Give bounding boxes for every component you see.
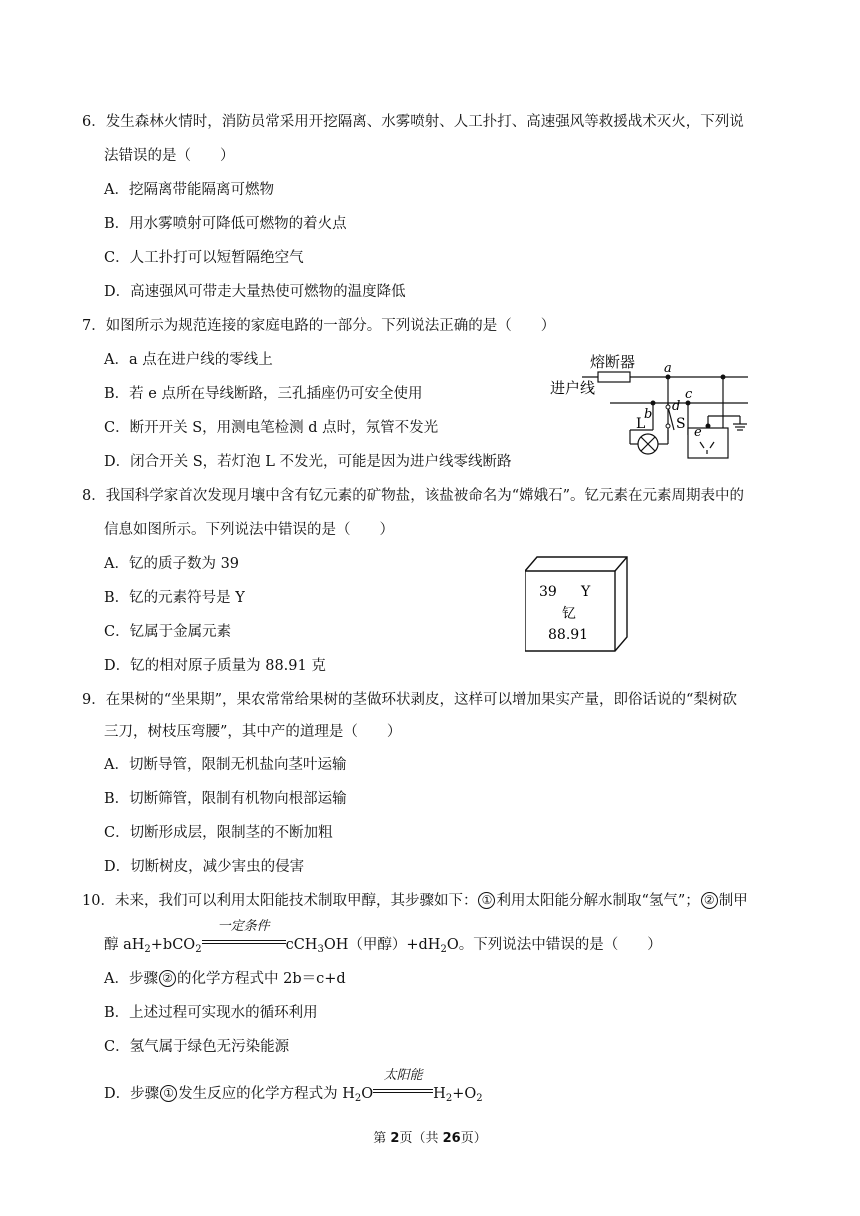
element-symbol: Y — [581, 584, 591, 600]
element-mass: 88.91 — [548, 627, 589, 643]
point-d-label: d — [672, 399, 681, 414]
point-e-label: e — [694, 425, 702, 440]
solar-condition-arrow: 太阳能 — [373, 1082, 433, 1102]
q9-stem-line2: 三刀，树枝压弯腰”，其中产的道理是（ ） — [104, 724, 402, 740]
element-name: 钇 — [562, 606, 576, 622]
household-circuit-diagram — [548, 350, 758, 465]
reaction-condition-arrow: 一定条件 — [202, 933, 286, 953]
point-b-label: b — [644, 407, 653, 422]
fuse-label: 熔断器 — [590, 353, 636, 371]
q10-stem-line1: 10．未来，我们可以利用太阳能技术制取甲醇，其步骤如下： ① 利用太阳能分解水制取“氢气”； ② 制甲 — [82, 893, 748, 909]
q8-option-a: A．钇的质子数为 39 — [104, 556, 240, 572]
q8-option-d: D．钇的相对原子质量为 88.91 克 — [104, 658, 326, 674]
q10-option-d: D．步骤 ① 发生反应的化学方程式为 $H_2O$ 太阳能 $H_2+O_2$ — [104, 1068, 483, 1104]
q10-equation-line: 醇 $aH_2+bCO_2$ 一定条件 cCH$_3$OH（甲醇）$+dH_2O$。下列说法中错误的是（ ） — [104, 919, 662, 955]
q8-option-b: B．钇的元素符号是 Y — [104, 590, 245, 606]
q7-option-c: C．断开开关 S，用测电笔检测 d 点时，氖管不发光 — [104, 420, 439, 436]
q10-option-a: A．步骤 ② 的化学方程式中 2b＝c+d — [104, 971, 346, 987]
step2-marker: ② — [701, 892, 718, 909]
point-c-label: c — [685, 387, 693, 402]
q9-option-a: A．切断导管，限制无机盐向茎叶运输 — [104, 757, 347, 773]
q7-option-d: D．闭合开关 S，若灯泡 L 不发光，可能是因为进户线零线断路 — [104, 454, 512, 470]
page-total: 26 — [442, 1131, 461, 1146]
inlet-label: 进户线 — [550, 379, 596, 397]
q7-stem-line1: 7．如图所示为规范连接的家庭电路的一部分。下列说法正确的是（ ） — [82, 318, 556, 334]
q6-option-a: A．挖隔离带能隔离可燃物 — [104, 182, 274, 198]
q9-option-d: D．切断树皮，减少害虫的侵害 — [104, 859, 305, 875]
q9-stem-line1: 9．在果树的“坐果期”，果农常常给果树的茎做环状剥皮，这样可以增加果实产量，即俗话说的“梨树砍 — [82, 692, 737, 708]
q6-stem-line1: 6．发生森林火情时，消防员常采用开挖隔离、水雾喷射、人工扑打、高速强风等救援战术灭火，下列说 — [82, 114, 744, 130]
element-yttrium-card — [525, 555, 630, 655]
q10-option-b: B．上述过程可实现水的循环利用 — [104, 1005, 318, 1021]
q9-option-c: C．切断形成层，限制茎的不断加粗 — [104, 825, 333, 841]
fuse-symbol — [598, 372, 630, 382]
q8-option-c: C．钇属于金属元素 — [104, 624, 232, 640]
q6-option-b: B．用水雾喷射可降低可燃物的着火点 — [104, 216, 347, 232]
point-a-label: a — [664, 361, 672, 376]
q6-stem-line2: 法错误的是（ ） — [104, 148, 235, 164]
switch-s-label: S — [676, 416, 686, 432]
q10-option-c: C．氢气属于绿色无污染能源 — [104, 1039, 290, 1055]
page-footer: 第 2页（共 26页） — [373, 1131, 487, 1146]
q7-option-b: B．若 e 点所在导线断路，三孔插座仍可安全使用 — [104, 386, 423, 402]
element-number: 39 — [539, 584, 557, 600]
step1-marker: ① — [478, 892, 495, 909]
q8-stem-line2: 信息如图所示。下列说法中错误的是（ ） — [104, 522, 394, 538]
page-number: 2 — [390, 1131, 400, 1146]
lamp-l-label: L — [636, 416, 646, 432]
q9-option-b: B．切断筛管，限制有机物向根部运输 — [104, 791, 347, 807]
q6-option-d: D．高速强风可带走大量热使可燃物的温度降低 — [104, 284, 406, 300]
q8-stem-line1: 8．我国科学家首次发现月壤中含有钇元素的矿物盐，该盐被命名为“嫦娥石”。钇元素在元素周期表中的 — [82, 488, 745, 504]
q7-option-a: A．a 点在进户线的零线上 — [104, 352, 273, 368]
q6-option-c: C．人工扑打可以短暂隔绝空气 — [104, 250, 304, 266]
